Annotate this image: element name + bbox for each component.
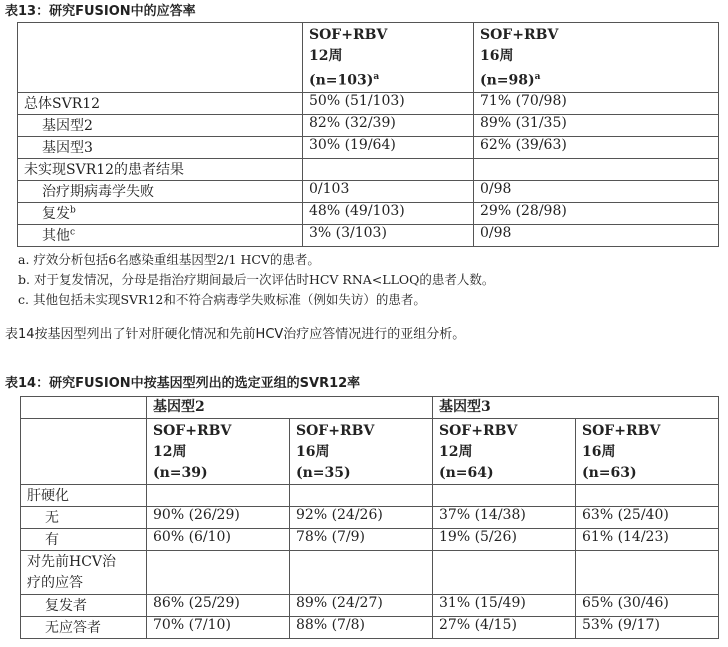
row-label: 总体SVR12: [18, 92, 303, 114]
cell-value: 63% (25/40): [576, 507, 719, 529]
row-label: 复发者: [21, 595, 147, 617]
table-row: [18, 114, 719, 136]
cell-value: [474, 158, 719, 180]
table-row: [21, 529, 719, 551]
row-label: 基因型3: [18, 136, 303, 158]
footnote-c: c. 其他包括未实现SVR12和不符合病毒学失败标准（例如失访）的患者。: [18, 292, 426, 307]
table-row: [18, 224, 719, 246]
body-paragraph: 表14按基因型列出了针对肝硬化情况和先前HCV治疗应答情况进行的亚组分析。: [5, 327, 466, 342]
cell-value: 50% (51/103): [303, 92, 474, 114]
cell-value: 71% (70/98): [474, 92, 719, 114]
table13-empty-header: [18, 23, 303, 93]
table-row: [21, 507, 719, 529]
cell-value: 31% (15/49): [433, 595, 576, 617]
cell-value: 27% (4/15): [433, 617, 576, 639]
header-n: (n=64): [439, 465, 494, 481]
footnote-b: b. 对于复发情况，分母是指治疗期间最后一次评估时HCV RNA<LLOQ的患者人数。: [18, 272, 495, 287]
header-duration: 12周: [439, 444, 473, 460]
header-n: (n=63): [582, 465, 637, 481]
group-genotype3: 基因型3: [433, 397, 719, 419]
row-label: 治疗期病毒学失败: [18, 180, 303, 202]
table14-header-g2-12wk: [147, 419, 290, 485]
footnote-marker: c: [70, 227, 76, 237]
group-genotype2: 基因型2: [147, 397, 433, 419]
table14-header-g3-16wk: [576, 419, 719, 485]
row-label: [18, 224, 303, 246]
table-row: [18, 158, 719, 180]
row-label: 无: [21, 507, 147, 529]
table14-header-g3-12wk: [433, 419, 576, 485]
header-n: (n=103): [309, 72, 374, 89]
cell-value: 30% (19/64): [303, 136, 474, 158]
cell-value: 88% (7/8): [290, 617, 433, 639]
cell-value: 82% (32/39): [303, 114, 474, 136]
section-label-cirrhosis: 肝硬化: [21, 485, 147, 507]
table14-header-g2-16wk: [290, 419, 433, 485]
table13: [17, 22, 719, 247]
cell-value: 86% (25/29): [147, 595, 290, 617]
header-duration: 16周: [296, 444, 330, 460]
row-label-text: 其他: [42, 227, 70, 244]
footnote-marker: a: [534, 72, 541, 82]
table14-empty-header: [21, 419, 147, 485]
cell-value: 89% (31/35): [474, 114, 719, 136]
cell-value: 78% (7/9): [290, 529, 433, 551]
row-label: 未实现SVR12的患者结果: [18, 158, 303, 180]
header-n: (n=98): [480, 72, 535, 89]
footnote-marker: b: [70, 205, 76, 215]
cell-value: 3% (3/103): [303, 224, 474, 246]
table-row: [21, 595, 719, 617]
row-label-text: 复发: [42, 205, 70, 222]
header-duration: 12周: [153, 444, 187, 460]
table13-caption: 表13：研究FUSION中的应答率: [5, 4, 196, 19]
header-regimen: SOF+RBV: [439, 423, 518, 439]
section-label-line: 疗的应答: [27, 575, 83, 591]
section-row: [21, 485, 719, 507]
cell-value: 92% (24/26): [290, 507, 433, 529]
header-n: (n=35): [296, 465, 351, 481]
cell-value: 62% (39/63): [474, 136, 719, 158]
section-row: [21, 551, 719, 595]
cell-value: 53% (9/17): [576, 617, 719, 639]
table-row: [18, 180, 719, 202]
table14: [20, 396, 719, 639]
row-label: 有: [21, 529, 147, 551]
header-duration: 16周: [582, 444, 616, 460]
row-label: 无应答者: [21, 617, 147, 639]
table13-header-12wk: [303, 23, 474, 93]
table-row: [18, 92, 719, 114]
cell-value: 60% (6/10): [147, 529, 290, 551]
cell-value: 89% (24/27): [290, 595, 433, 617]
row-label: [18, 202, 303, 224]
header-regimen: SOF+RBV: [309, 27, 388, 43]
cell-value: 0/98: [474, 180, 719, 202]
cell-value: [303, 158, 474, 180]
section-label-prior-response: [21, 551, 147, 595]
header-regimen: SOF+RBV: [153, 423, 232, 439]
header-duration: 16周: [480, 48, 514, 64]
cell-value: 0/103: [303, 180, 474, 202]
cell-value: 90% (26/29): [147, 507, 290, 529]
table14-empty-header: [21, 397, 147, 419]
cell-value: 29% (28/98): [474, 202, 719, 224]
header-regimen: SOF+RBV: [582, 423, 661, 439]
footnote-marker: a: [373, 72, 380, 82]
header-duration: 12周: [309, 48, 343, 64]
header-n: (n=39): [153, 465, 208, 481]
table13-header-16wk: [474, 23, 719, 93]
cell-value: 19% (5/26): [433, 529, 576, 551]
header-regimen: SOF+RBV: [480, 27, 559, 43]
section-label-line: 对先前HCV治: [27, 554, 117, 570]
footnote-a: a. 疗效分析包括6名感染重组基因型2/1 HCV的患者。: [18, 252, 320, 267]
table-row: [18, 136, 719, 158]
row-label: 基因型2: [18, 114, 303, 136]
header-regimen: SOF+RBV: [296, 423, 375, 439]
table14-caption: 表14：研究FUSION中按基因型列出的选定亚组的SVR12率: [5, 376, 361, 391]
cell-value: 70% (7/10): [147, 617, 290, 639]
cell-value: 65% (30/46): [576, 595, 719, 617]
cell-value: 48% (49/103): [303, 202, 474, 224]
table-row: [18, 202, 719, 224]
cell-value: 37% (14/38): [433, 507, 576, 529]
cell-value: 61% (14/23): [576, 529, 719, 551]
cell-value: 0/98: [474, 224, 719, 246]
table-row: [21, 617, 719, 639]
